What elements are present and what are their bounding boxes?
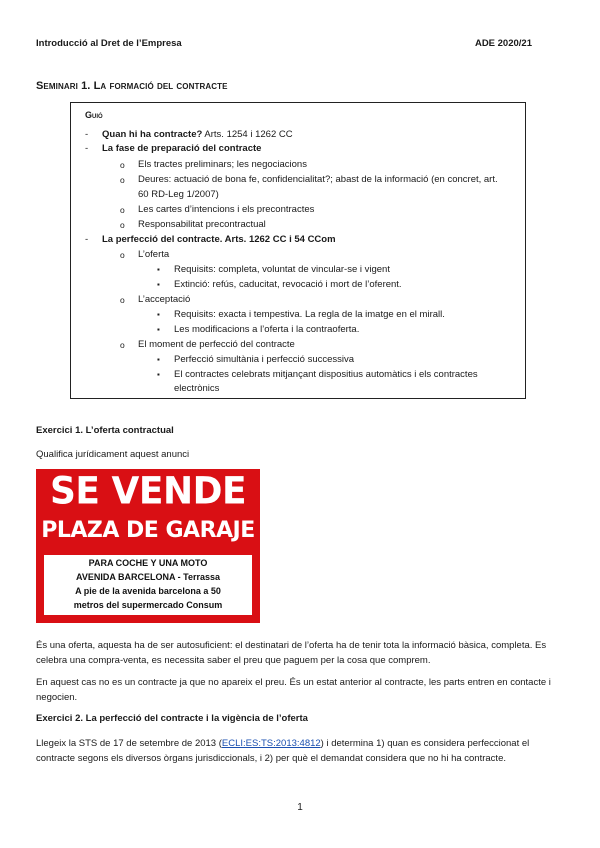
guide-item-2-2b: 60 RD-Leg 1/2007) <box>138 189 219 200</box>
bullet-square: ▪ <box>157 370 160 379</box>
bullet-dash: - <box>85 234 89 245</box>
guide-item-3-2-2: Les modificacions a l’oferta i la contraoferta. <box>174 324 360 335</box>
exercise-2-text-before: Llegeix la STS de 17 de setembre de 2013 ( <box>36 738 222 749</box>
guide-item-3-3-2a: El contractes celebrats mitjançant dispositius automàtics i els contractes <box>174 369 478 380</box>
bullet-circle: o <box>120 220 125 230</box>
guide-item-2-2a: Deures: actuació de bona fe, confidencialitat?; abast de la informació (en concret, art. <box>138 174 498 185</box>
sts-reference-link[interactable]: ECLI:ES:TS:2013:4812 <box>221 738 321 749</box>
bullet-circle: o <box>120 340 125 350</box>
bullet-circle: o <box>120 205 125 215</box>
ad-info-line-2: AVENIDA BARCELONA - Terrassa <box>75 572 221 582</box>
guide-item-3: La perfecció del contracte. Arts. 1262 CC i 54 CCom <box>102 234 336 245</box>
guide-item-1 <box>102 129 293 141</box>
guide-item-2-4: Responsabilitat precontractual <box>138 219 266 230</box>
page-number: 1 <box>297 802 303 813</box>
guide-item-3-3-2b: electrònics <box>174 383 220 394</box>
guide-item-3-2-1: Requisits: exacta i tempestiva. La regla de la imatge en el mirall. <box>174 309 445 320</box>
guide-item-1-articles: Arts. 1254 i 1262 CC <box>202 129 293 140</box>
guide-item-3-1-2: Extinció: refús, caducitat, revocació i mort de l’oferent. <box>174 279 402 290</box>
exercise-1-prompt: Qualifica jurídicament aquest anunci <box>36 449 190 460</box>
guide-item-2-3: Les cartes d’intencions i els precontractes <box>138 204 315 215</box>
exercise-1-title: Exercici 1. L’oferta contractual <box>36 425 174 436</box>
bullet-circle: o <box>120 250 125 260</box>
bullet-square: ▪ <box>157 265 160 274</box>
guide-item-2: La fase de preparació del contracte <box>102 143 262 154</box>
exercise-2-text <box>36 736 566 766</box>
bullet-circle: o <box>120 160 125 170</box>
exercise-2-text-after: ) i determina 1) quan es considera perfeccionat el contracte segons els diversos òrgans jurisdiccionals, i 2) per què el demandat considera que no hi ha contracte. <box>36 738 530 764</box>
ad-info-line-4: metros del supermercado Consum <box>73 600 223 610</box>
guide-item-3-1-1: Requisits: completa, voluntat de vincular-se i vigent <box>174 264 390 275</box>
guide-item-3-2: L’acceptació <box>138 294 191 305</box>
bullet-square: ▪ <box>157 310 160 319</box>
guide-item-1-bold: Quan hi ha contracte? <box>102 129 203 140</box>
guide-item-3-3: El moment de perfecció del contracte <box>138 339 295 350</box>
ad-info-panel <box>44 555 252 615</box>
bullet-dash: - <box>85 129 89 140</box>
bullet-square: ▪ <box>157 325 160 334</box>
ad-subheadline: PLAZA DE GARAJE <box>41 518 255 543</box>
guide-item-3-3-1: Perfecció simultània i perfecció successiva <box>174 354 355 365</box>
bullet-circle: o <box>120 295 125 305</box>
header-course-title: Introducció al Dret de l’Empresa <box>36 38 182 49</box>
exercise-2-title: Exercici 2. La perfecció del contracte i la vigència de l’oferta <box>36 713 308 724</box>
seminar-title: Seminari 1. La formació del contracte <box>36 80 228 92</box>
guide-box <box>70 102 526 399</box>
ad-headline: SE VENDE <box>49 469 247 514</box>
bullet-square: ▪ <box>157 280 160 289</box>
guide-item-2-1: Els tractes preliminars; les negociacions <box>138 159 307 170</box>
exercise-1-answer-1: És una oferta, aquesta ha de ser autosuficient: el destinatari de l’oferta ha de tenir tota la informació bàsica, completa. Es celebra una compra-venta, es necessita saber el preu que paguem per la cosa que comprem. <box>36 640 547 666</box>
ad-info-line-1: PARA COCHE Y UNA MOTO <box>88 558 208 568</box>
garage-ad-image <box>36 469 260 623</box>
ad-info-line-3: A pie de la avenida barcelona a 50 <box>75 586 221 596</box>
header-academic-year: ADE 2020/21 <box>474 38 532 49</box>
guide-heading: Guió <box>85 110 103 120</box>
bullet-circle: o <box>120 175 125 185</box>
guide-item-3-1: L’oferta <box>138 249 170 260</box>
bullet-dash: - <box>85 143 89 154</box>
bullet-square: ▪ <box>157 355 160 364</box>
exercise-1-answer-2: En aquest cas no es un contracte ja que no apareix el preu. És un estat anterior al contracte, les parts entren en contacte i negocien. <box>36 677 551 703</box>
